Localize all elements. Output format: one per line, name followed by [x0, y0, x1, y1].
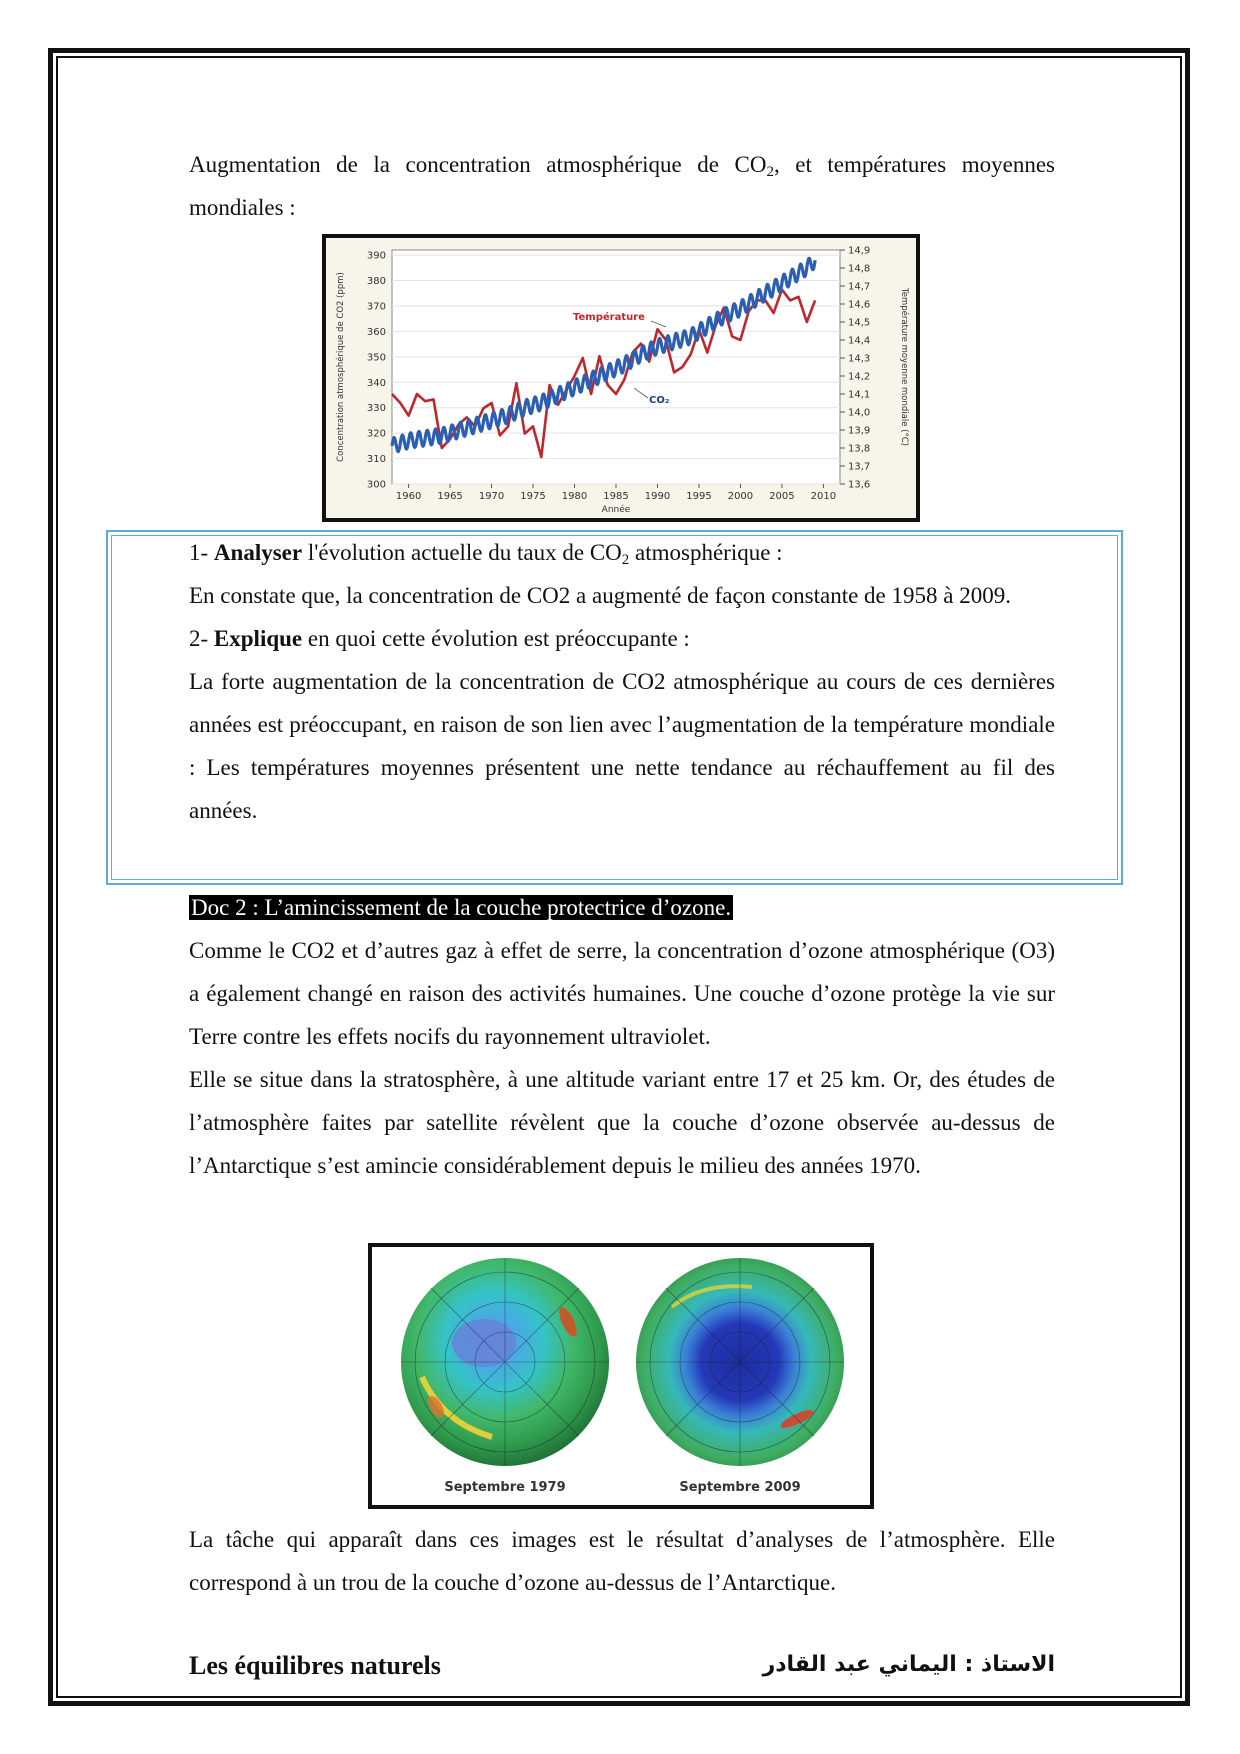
y-tick-left: 310: [366, 454, 386, 466]
x-axis-label: Année: [601, 505, 631, 515]
doc2-paragraph-1: Comme le CO2 et d’autres gaz à effet de serre, la concentration d’ozone atmosphérique (O3) a également changé en raison des activités humaines. Une couche d’ozone protège la vie sur Terre contre les effets nocifs du rayonnement ultraviolet.: [189, 938, 1055, 1049]
answer-1: En constate que, la concentration de CO2 a augmenté de façon constante de 1958 à 2009.: [189, 583, 1011, 608]
conclusion-paragraph: La tâche qui apparaît dans ces images est le résultat d’analyses de l’atmosphère. Elle correspond à un trou de la couche d’ozone au-dessus de l’Antarctique.: [189, 1527, 1055, 1595]
globe-label-2009: Septembre 2009: [679, 1480, 801, 1495]
x-tick: 1965: [437, 491, 463, 502]
y-axis-left-label: Concentration atmosphérique de CO2 (ppm): [336, 272, 346, 462]
doc2-title: Doc 2 : L’amincissement de la couche protectrice d’ozone.: [191, 895, 732, 920]
y-tick-left: 330: [366, 403, 386, 415]
x-tick: 1995: [686, 491, 712, 502]
y-tick-right: 13,6: [848, 479, 871, 491]
doc2-section: [189, 886, 1055, 1187]
y-tick-right: 14,6: [848, 299, 871, 311]
series-label-temperature: Température: [573, 312, 645, 323]
y-tick-left: 320: [366, 428, 386, 440]
y-tick-right: 14,4: [848, 335, 871, 347]
x-tick: 2000: [727, 491, 754, 502]
x-tick: 1985: [603, 491, 629, 502]
y-tick-left: 360: [366, 326, 386, 338]
y-tick-right: 14,3: [848, 353, 871, 365]
series-label-co2: CO₂: [649, 395, 670, 406]
x-tick: 2010: [810, 491, 837, 502]
y-tick-left: 300: [366, 479, 386, 491]
chart-svg: [326, 238, 916, 518]
y-tick-left: 370: [366, 301, 386, 313]
globe-label-1979: Septembre 1979: [444, 1480, 566, 1495]
y-tick-right: 14,1: [848, 389, 871, 401]
y-tick-left: 340: [366, 377, 386, 389]
intro-paragraph: Augmentation de la concentration atmosphérique de $CO_2$, et températures moyennes mondiales :: [189, 152, 1055, 220]
y-tick-right: 13,9: [848, 425, 871, 437]
y-tick-right: 13,8: [848, 443, 871, 455]
y-tick-right: 14,7: [848, 281, 871, 293]
y-axis-right-label: Température moyenne mondiale (°C): [899, 288, 909, 446]
globe-2009: [636, 1258, 844, 1466]
co2-temperature-chart: [322, 234, 920, 522]
x-tick: 1990: [644, 491, 671, 502]
questions-section: [189, 531, 1055, 832]
y-tick-right: 14,5: [848, 317, 871, 329]
x-tick: 1960: [395, 491, 422, 502]
ozone-globes-svg: [372, 1247, 870, 1505]
y-tick-right: 14,9: [848, 245, 871, 257]
footer-title: Les équilibres naturels: [189, 1651, 441, 1680]
x-tick: 2005: [769, 491, 795, 502]
y-tick-left: 390: [366, 250, 386, 262]
question-2: 2- Explique en quoi cette évolution est préoccupante :: [189, 626, 690, 651]
question-1: 1- Analyser l'évolution actuelle du taux de $CO_2$ atmosphérique :: [189, 540, 783, 568]
y-tick-right: 14,2: [848, 371, 871, 383]
y-tick-right: 14,8: [848, 263, 871, 275]
x-tick: 1970: [478, 491, 505, 502]
globe-1979: [401, 1258, 609, 1466]
answer-2: La forte augmentation de la concentration de CO2 atmosphérique au cours de ces dernières années est préoccupant, en raison de son lien avec l’augmentation de la température mondiale : Les températures moyennes présentent une nette tendance au réchauffement au fil des années.: [189, 669, 1055, 823]
y-tick-right: 13,7: [848, 461, 871, 473]
y-tick-left: 380: [366, 276, 386, 288]
y-tick-right: 14,0: [848, 407, 871, 419]
ozone-globes-figure: [368, 1243, 874, 1509]
y-tick-left: 350: [366, 352, 386, 364]
x-tick: 1975: [520, 491, 546, 502]
doc2-paragraph-2: Elle se situe dans la stratosphère, à une altitude variant entre 17 et 25 km. Or, des études de l’atmosphère faites par satellite révèlent que la couche d’ozone observée au-dessus de l’Antarctique s’est amincie considérablement depuis le milieu des années 1970.: [189, 1067, 1055, 1178]
x-tick: 1980: [561, 491, 588, 502]
footer-author: الاستاذ : اليماني عبد القادر: [762, 1652, 1055, 1677]
